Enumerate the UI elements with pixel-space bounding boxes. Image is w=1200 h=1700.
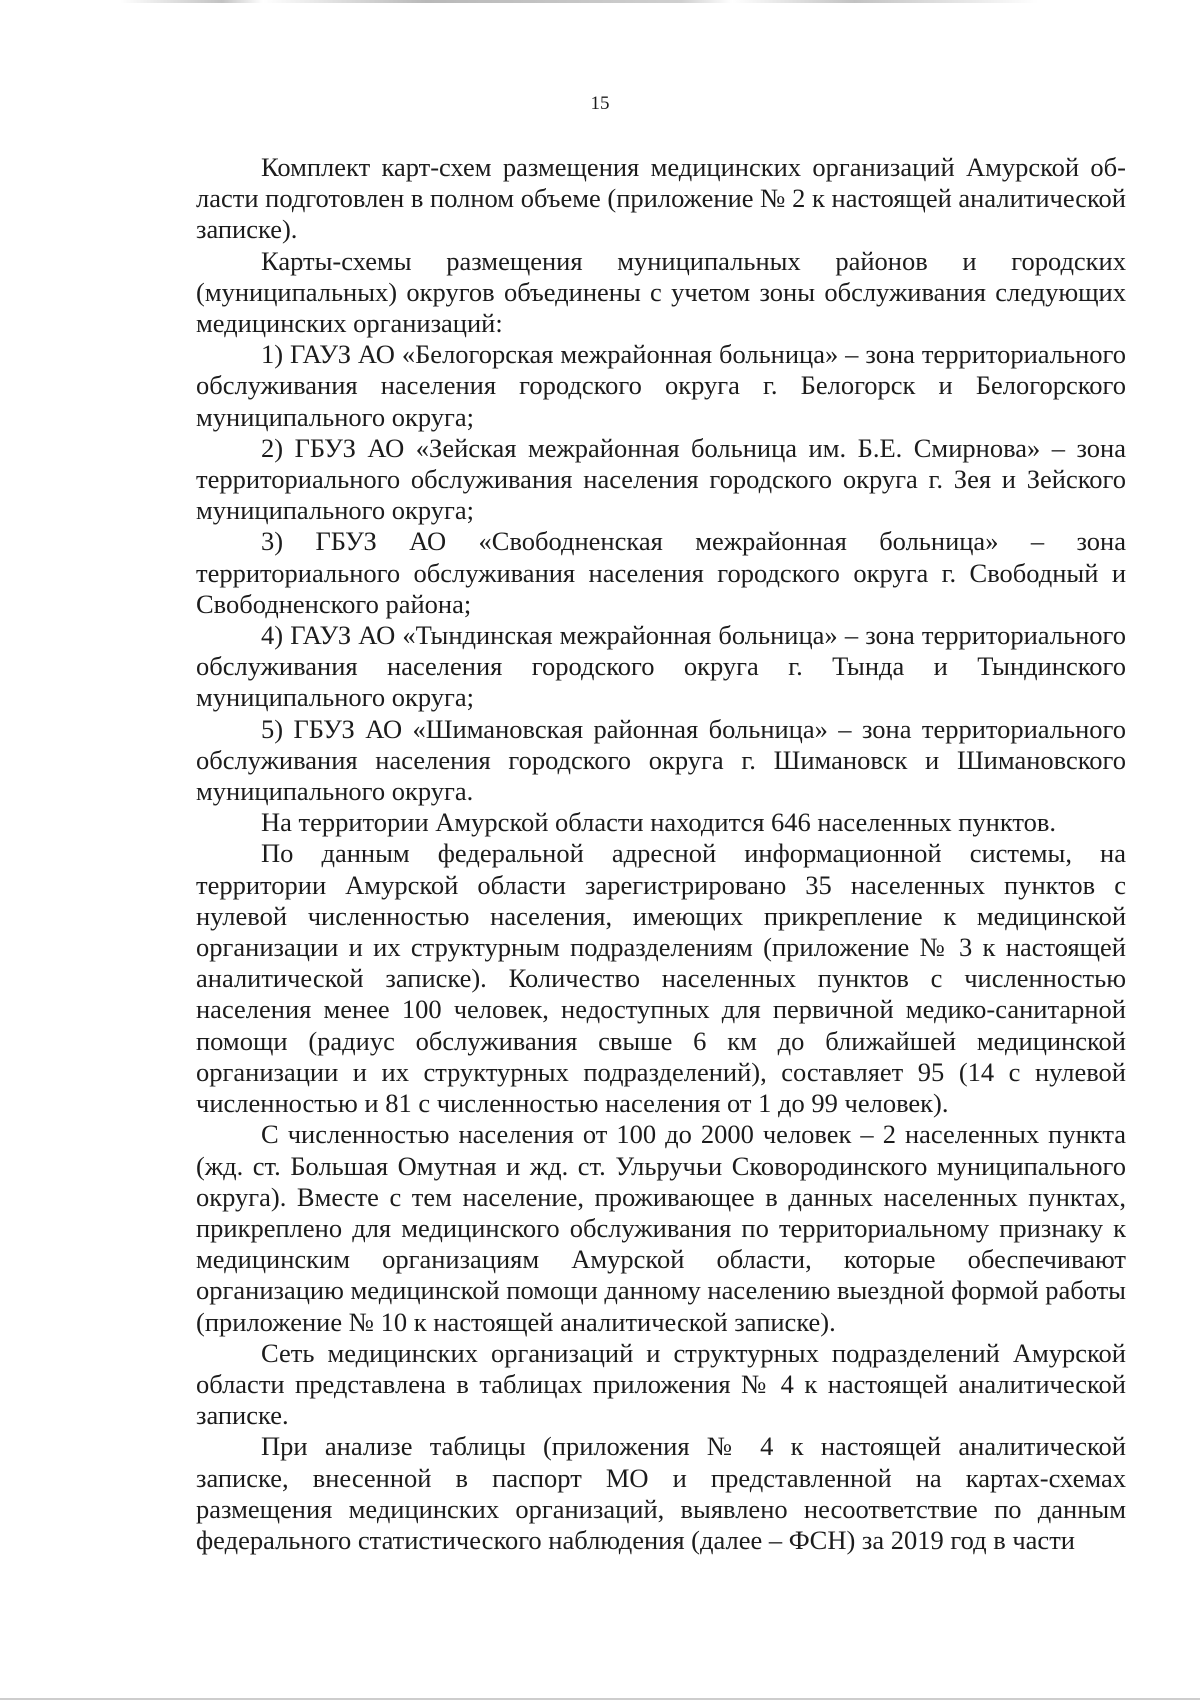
list-item: 3) ГБУЗ АО «Свободненская межрайонная больница» – зона территориального обслуживания населения городского округа г. Свободный и Свободненского района;	[196, 526, 1126, 619]
paragraph: Комплект карт-схем размещения медицинских организаций Амурской области подготовлен в полном объеме (приложение № 2 к настоящей аналитической записке).	[196, 152, 1126, 245]
paragraph: По данным федеральной адресной информационной системы, на территории Амурской области зарегистрировано 35 населенных пунктов с нулевой численностью населения, имеющих прикрепление к медицинской организации и их структурным подразделениям (приложение № 3 к настоящей аналитической записке). Количество населенных пунктов с численностью населения менее 100 человек, недоступных для первичной медико-санитарной помощи (радиус обслуживания свыше 6 км до ближайшей медицинской организации и их структурных подразделений), составляет 95 (14 с нулевой численностью и 81 с численностью населения от 1 до 99 человек).	[196, 838, 1126, 1119]
paragraph: С численностью населения от 100 до 2000 человек – 2 населенных пункта (жд. ст. Большая Омутная и жд. ст. Ульручьи Сковородинского муниципального округа). Вместе с тем население, проживающее в данных населенных пунктах, прикреплено для медицинского обслуживания по территориальному признаку к медицинским организациям Амурской области, которые обеспечивают организацию медицинской помощи данному населению выездной формой работы (приложение № 10 к настоящей аналитической записке).	[196, 1119, 1126, 1337]
document-body	[196, 152, 1126, 1556]
list-item: 1) ГАУЗ АО «Белогорская межрайонная больница» – зона территориального обслуживания населения городского округа г. Белогорск и Белогорского муниципального округа;	[196, 339, 1126, 432]
paragraph: На территории Амурской области находится 646 населенных пунктов.	[261, 807, 1056, 838]
scan-edge-top	[120, 0, 1140, 3]
list-item: 4) ГАУЗ АО «Тындинская межрайонная больница» – зона территориального обслуживания населения городского округа г. Тында и Тындинского муниципального округа;	[196, 620, 1126, 713]
paragraph: Сеть медицинских организаций и структурных подразделений Амурской области представлена в таблицах приложения № 4 к настоящей аналитической записке.	[196, 1337, 1126, 1431]
page-number: 15	[590, 93, 610, 114]
list-item: 5) ГБУЗ АО «Шимановская районная больница» – зона территориального обслуживания населения городского округа г. Шимановск и Шимановского муниципального округа.	[196, 713, 1126, 807]
paragraph: Карты-схемы размещения муниципальных районов и городских (муниципальных) округов объединены с учетом зоны обслуживания следующих медицинских организаций:	[196, 245, 1126, 339]
list-item: 2) ГБУЗ АО «Зейская межрайонная больница им. Б.Е. Смирнова» – зона территориального обслуживания населения городского округа г. Зея и Зейского муниципального округа;	[196, 432, 1126, 526]
paragraph: При анализе таблицы (приложения № 4 к настоящей аналитической записке, внесенной в паспорт МО и представленной на картах-схемах размещения медицинских организаций, выявлено несоответствие по данным федерального статистического наблюдения (далее – ФСН) за 2019 год в части	[196, 1431, 1126, 1555]
